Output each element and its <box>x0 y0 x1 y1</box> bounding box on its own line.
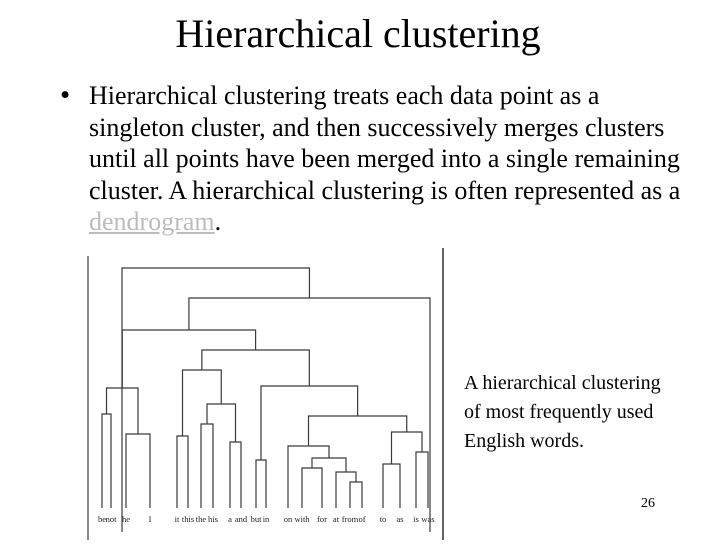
dendrogram-figure <box>82 246 450 540</box>
dendrogram-leaf-label: it <box>174 514 180 524</box>
dendrogram-leaf-label: his <box>208 514 218 524</box>
dendrogram-leaf-label: this <box>181 514 195 524</box>
bullet-text <box>89 80 689 238</box>
dendrogram-leaf-label: be <box>97 514 107 524</box>
caption-line: English words. <box>464 430 584 452</box>
dendrogram-leaf-label: was <box>421 514 435 524</box>
dendrogram-leaf-label: of <box>358 514 366 524</box>
dendrogram-leaf-label: is <box>413 514 419 524</box>
dendrogram-leaf-label: with <box>294 514 310 524</box>
bullet-marker: • <box>60 79 71 111</box>
caption-line: A hierarchical clustering <box>464 372 661 394</box>
caption-line: of most frequently used <box>464 401 654 423</box>
page-number: 26 <box>641 496 655 511</box>
figure-caption <box>464 369 714 456</box>
dendrogram-leaf-label: and <box>234 514 248 524</box>
dendrogram-link[interactable]: dendrogram <box>89 207 215 236</box>
dendrogram-leaf-label: at <box>332 514 340 524</box>
dendrogram-leaf-label: in <box>262 514 270 524</box>
dendrogram-leaf-label: from <box>341 514 359 524</box>
bullet-text-main: Hierarchical clustering treats each data point as a singleton cluster, and then successively merges clusters until all points have been merged into a single remaining cluster. A hierarchical clustering is often represented as a <box>89 81 681 205</box>
dendrogram-image <box>82 246 450 540</box>
dendrogram-leaf-label: not <box>105 514 117 524</box>
dendrogram-leaf-label: for <box>317 514 327 524</box>
dendrogram-leaf-label: he <box>121 514 131 524</box>
dendrogram-leaf-label: on <box>283 514 293 524</box>
bullet-text-end: . <box>214 207 222 236</box>
dendrogram-leaf-label: a <box>228 514 232 524</box>
dendrogram-leaf-label: but <box>250 514 262 524</box>
dendrogram-leaf-label: the <box>195 514 207 524</box>
dendrogram-leaf-label: as <box>396 514 404 524</box>
dendrogram-leaf-label: I <box>148 514 152 524</box>
dendrogram-leaf-label: to <box>379 514 387 524</box>
slide-title: Hierarchical clustering <box>175 11 541 56</box>
